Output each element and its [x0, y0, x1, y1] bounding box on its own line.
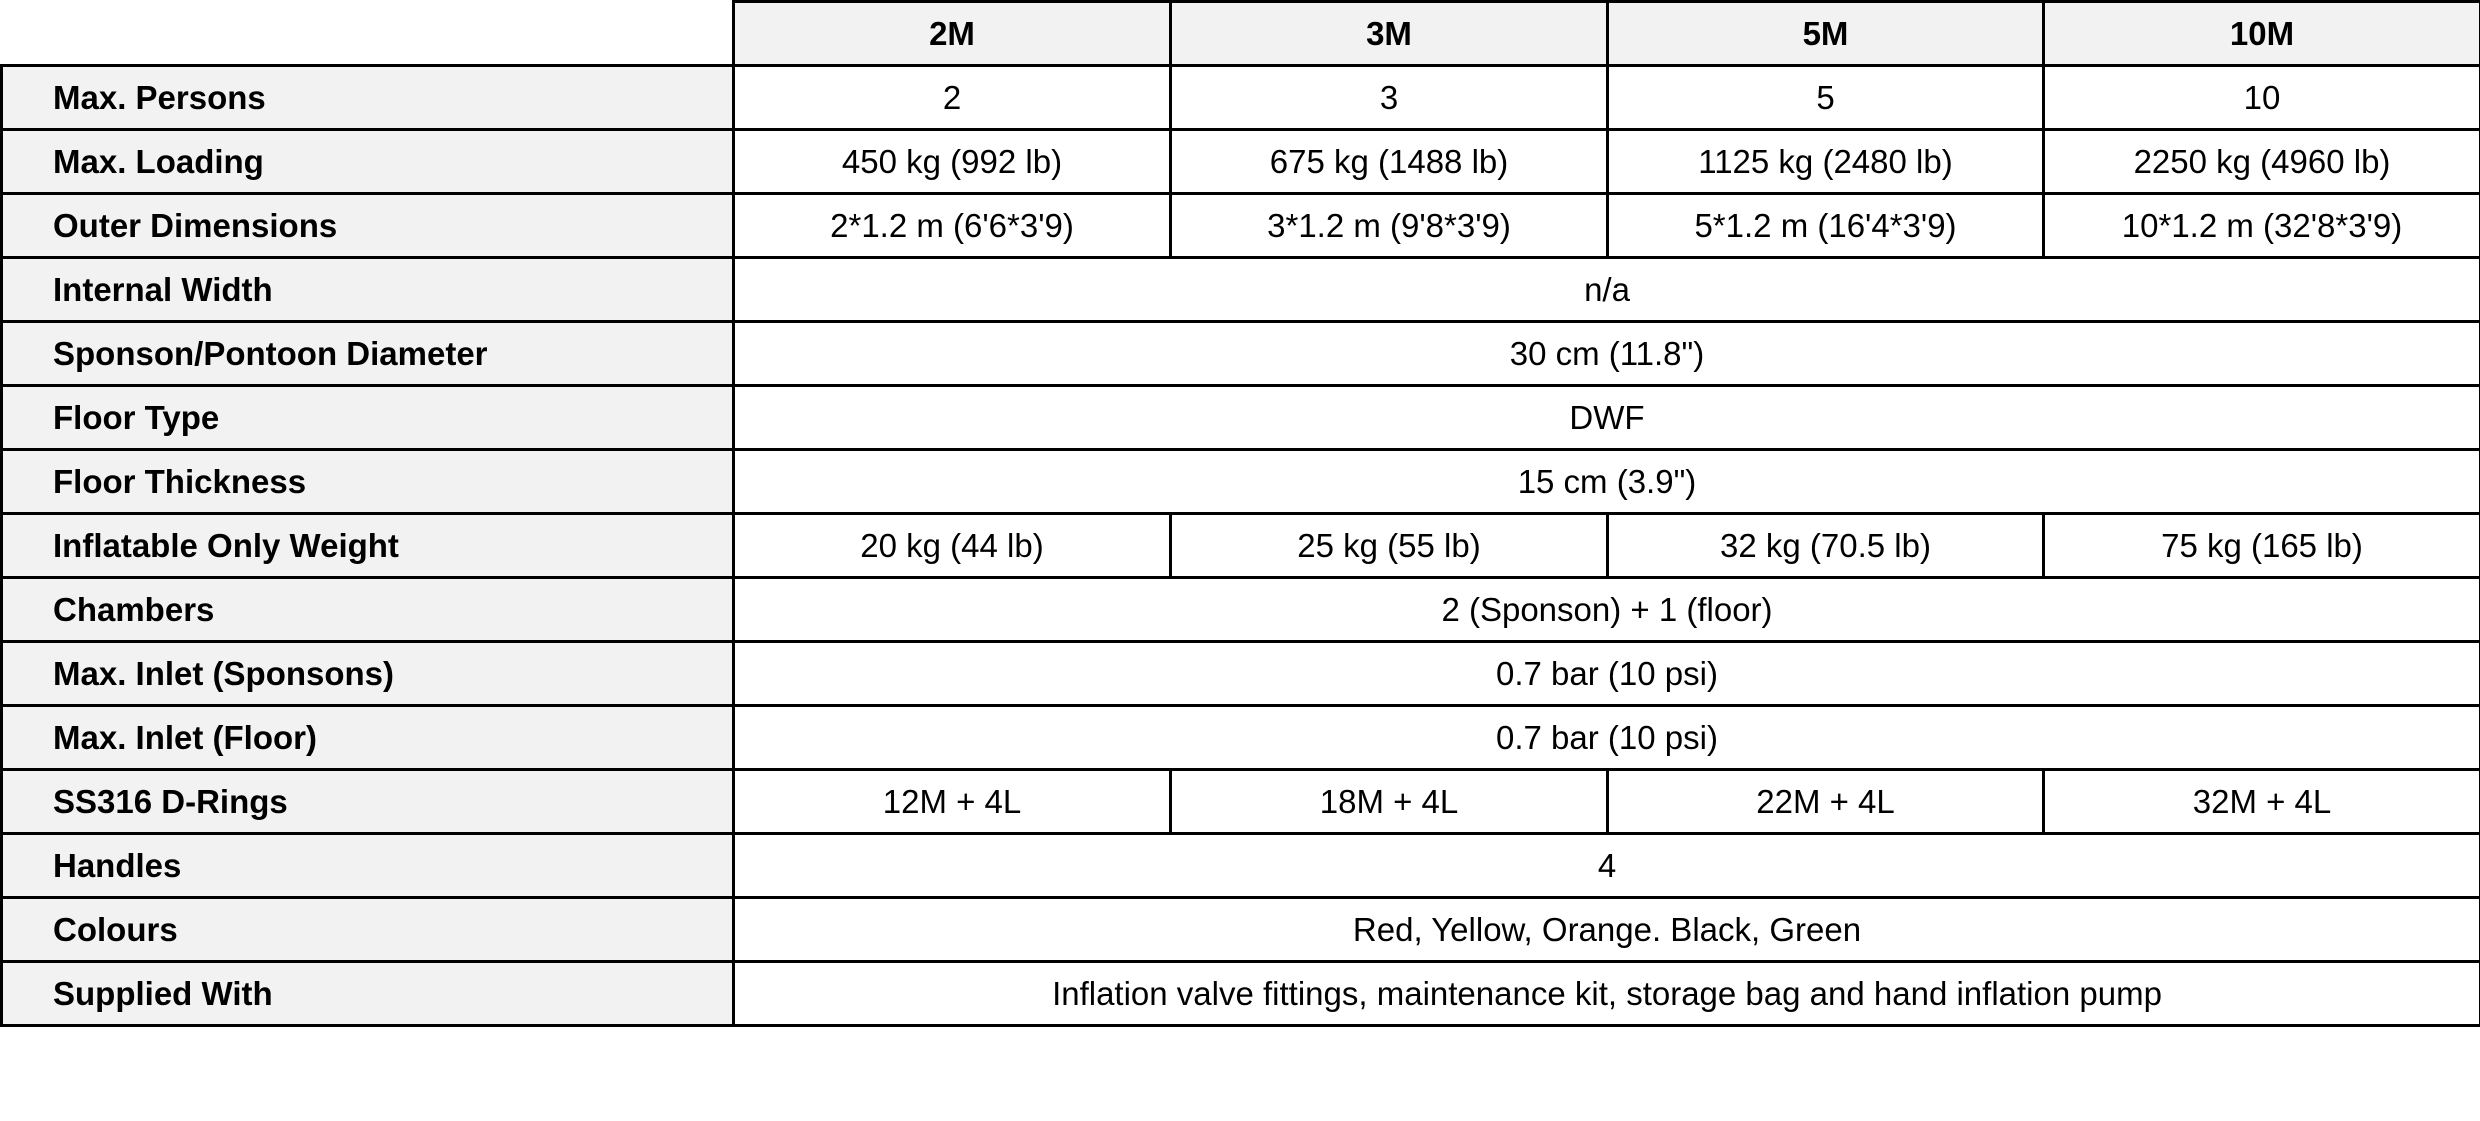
row-label: Max. Loading	[2, 130, 734, 194]
row-floor-type	[2, 386, 2480, 450]
row-label: Floor Thickness	[2, 450, 734, 514]
column-header-3m: 3M	[1171, 2, 1608, 66]
row-d-rings	[2, 770, 2480, 834]
cell-value: 5	[1608, 66, 2044, 130]
cell-value: 5*1.2 m (16'4*3'9)	[1608, 194, 2044, 258]
row-label: Inflatable Only Weight	[2, 514, 734, 578]
row-floor-thickness	[2, 450, 2480, 514]
cell-value: 3	[1171, 66, 1608, 130]
row-supplied-with	[2, 962, 2480, 1026]
cell-value: 75 kg (165 lb)	[2044, 514, 2480, 578]
column-header-2m: 2M	[734, 2, 1171, 66]
row-outer-dimensions	[2, 194, 2480, 258]
cell-value: 25 kg (55 lb)	[1171, 514, 1608, 578]
cell-value: 10	[2044, 66, 2480, 130]
cell-value: 2	[734, 66, 1171, 130]
row-inflatable-weight	[2, 514, 2480, 578]
cell-value: 675 kg (1488 lb)	[1171, 130, 1608, 194]
cell-value-merged: 0.7 bar (10 psi)	[734, 706, 2480, 770]
row-max-persons	[2, 66, 2480, 130]
row-label: Handles	[2, 834, 734, 898]
row-label: Max. Inlet (Floor)	[2, 706, 734, 770]
row-chambers	[2, 578, 2480, 642]
header-row	[2, 2, 2480, 66]
row-label: Sponson/Pontoon Diameter	[2, 322, 734, 386]
cell-value: 3*1.2 m (9'8*3'9)	[1171, 194, 1608, 258]
cell-value: 22M + 4L	[1608, 770, 2044, 834]
row-label: SS316 D-Rings	[2, 770, 734, 834]
cell-value: 10*1.2 m (32'8*3'9)	[2044, 194, 2480, 258]
cell-value: 450 kg (992 lb)	[734, 130, 1171, 194]
cell-value: 1125 kg (2480 lb)	[1608, 130, 2044, 194]
cell-value-merged: 2 (Sponson) + 1 (floor)	[734, 578, 2480, 642]
row-colours	[2, 898, 2480, 962]
corner-cell	[2, 2, 734, 66]
row-max-loading	[2, 130, 2480, 194]
row-handles	[2, 834, 2480, 898]
cell-value: 12M + 4L	[734, 770, 1171, 834]
cell-value: 18M + 4L	[1171, 770, 1608, 834]
cell-value-merged: 30 cm (11.8")	[734, 322, 2480, 386]
row-internal-width	[2, 258, 2480, 322]
row-label: Outer Dimensions	[2, 194, 734, 258]
cell-value: 2250 kg (4960 lb)	[2044, 130, 2480, 194]
row-label: Max. Persons	[2, 66, 734, 130]
cell-value-merged: DWF	[734, 386, 2480, 450]
row-label: Chambers	[2, 578, 734, 642]
row-sponson-diameter	[2, 322, 2480, 386]
row-label: Internal Width	[2, 258, 734, 322]
cell-value-merged: Red, Yellow, Orange. Black, Green	[734, 898, 2480, 962]
row-label: Floor Type	[2, 386, 734, 450]
cell-value-merged: n/a	[734, 258, 2480, 322]
row-max-inlet-floor	[2, 706, 2480, 770]
cell-value-merged: 15 cm (3.9")	[734, 450, 2480, 514]
cell-value-merged: Inflation valve fittings, maintenance kit, storage bag and hand inflation pump	[734, 962, 2480, 1026]
cell-value: 20 kg (44 lb)	[734, 514, 1171, 578]
cell-value-merged: 0.7 bar (10 psi)	[734, 642, 2480, 706]
row-max-inlet-sponsons	[2, 642, 2480, 706]
column-header-5m: 5M	[1608, 2, 2044, 66]
row-label: Colours	[2, 898, 734, 962]
row-label: Supplied With	[2, 962, 734, 1026]
column-header-10m: 10M	[2044, 2, 2480, 66]
cell-value: 32M + 4L	[2044, 770, 2480, 834]
cell-value-merged: 4	[734, 834, 2480, 898]
cell-value: 32 kg (70.5 lb)	[1608, 514, 2044, 578]
cell-value: 2*1.2 m (6'6*3'9)	[734, 194, 1171, 258]
row-label: Max. Inlet (Sponsons)	[2, 642, 734, 706]
